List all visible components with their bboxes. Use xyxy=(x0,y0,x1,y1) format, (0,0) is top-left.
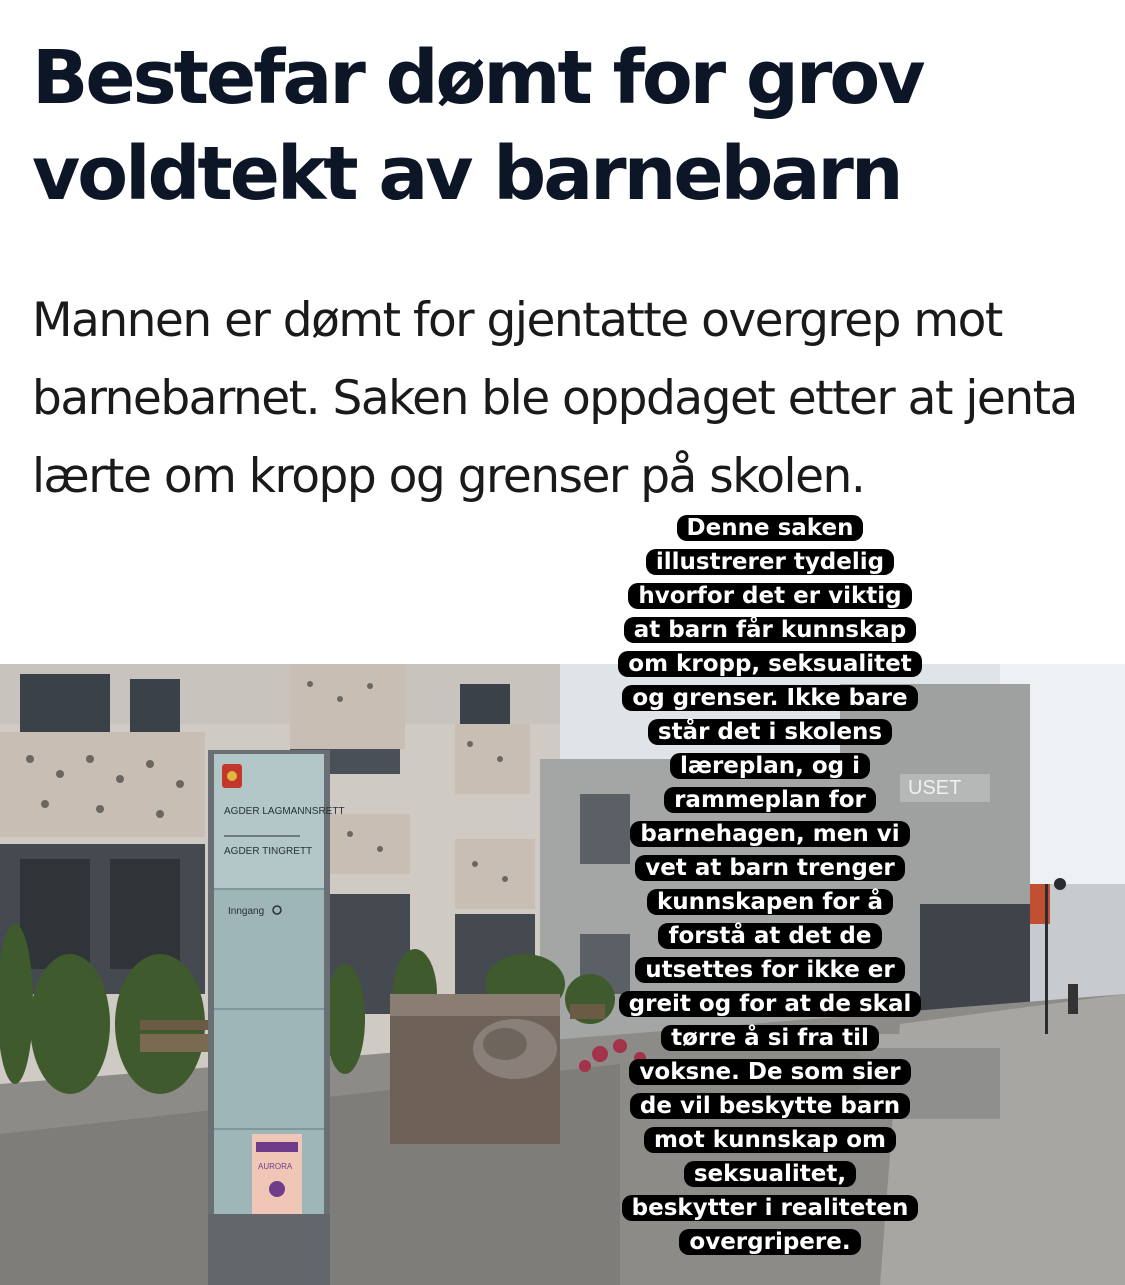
story-comment-line: barnehagen, men vi xyxy=(630,821,909,847)
story-comment-line: de vil beskytte barn xyxy=(630,1093,910,1119)
story-comment-line: tørre å si fra til xyxy=(661,1025,879,1051)
story-comment-line: står det i skolens xyxy=(648,719,892,745)
story-comment-line: voksne. De som sier xyxy=(629,1059,910,1085)
sign-court-2: AGDER TINGRETT xyxy=(224,846,313,857)
story-comment-line: illustrerer tydelig xyxy=(646,549,894,575)
article-photo xyxy=(0,664,1125,1285)
sign-court-1: AGDER LAGMANNSRETT xyxy=(224,806,345,817)
article-lead: Mannen er dømt for gjentatte overgrep mot barnebarnet. Saken ble oppdaget etter at jenta lærte om kropp og grenser på skolen. xyxy=(32,293,1077,504)
article-headline: Bestefar dømt for grov voldtekt av barnebarn xyxy=(32,35,923,217)
story-comment-line: rammeplan for xyxy=(664,787,876,813)
story-comment-line: vet at barn trenger xyxy=(635,855,905,881)
story-comment-line: kunnskapen for å xyxy=(647,889,893,915)
story-comment-line: mot kunnskap om xyxy=(644,1127,896,1153)
building-sign-text: USET xyxy=(908,777,962,799)
story-comment-line: og grenser. Ikke bare xyxy=(622,685,917,711)
poster-text: AURORA xyxy=(258,1162,293,1171)
story-comment-line: overgripere. xyxy=(679,1229,860,1255)
story-comment-line: at barn får kunnskap xyxy=(624,617,917,643)
story-comment-line: hvorfor det er viktig xyxy=(628,583,911,609)
sign-entrance: Inngang xyxy=(228,906,265,917)
story-comment-line: om kropp, seksualitet xyxy=(618,651,921,677)
story-comment-line: læreplan, og i xyxy=(670,753,870,779)
story-comment-line: beskytter i realiteten xyxy=(622,1195,919,1221)
story-comment-line: forstå at det de xyxy=(658,923,881,949)
story-comment-overlay xyxy=(600,511,940,1259)
story-comment-line: seksualitet, xyxy=(684,1161,856,1187)
story-comment-line: Denne saken xyxy=(677,515,864,541)
story-comment-line: greit og for at de skal xyxy=(619,991,922,1017)
story-comment-line: utsettes for ikke er xyxy=(635,957,905,983)
